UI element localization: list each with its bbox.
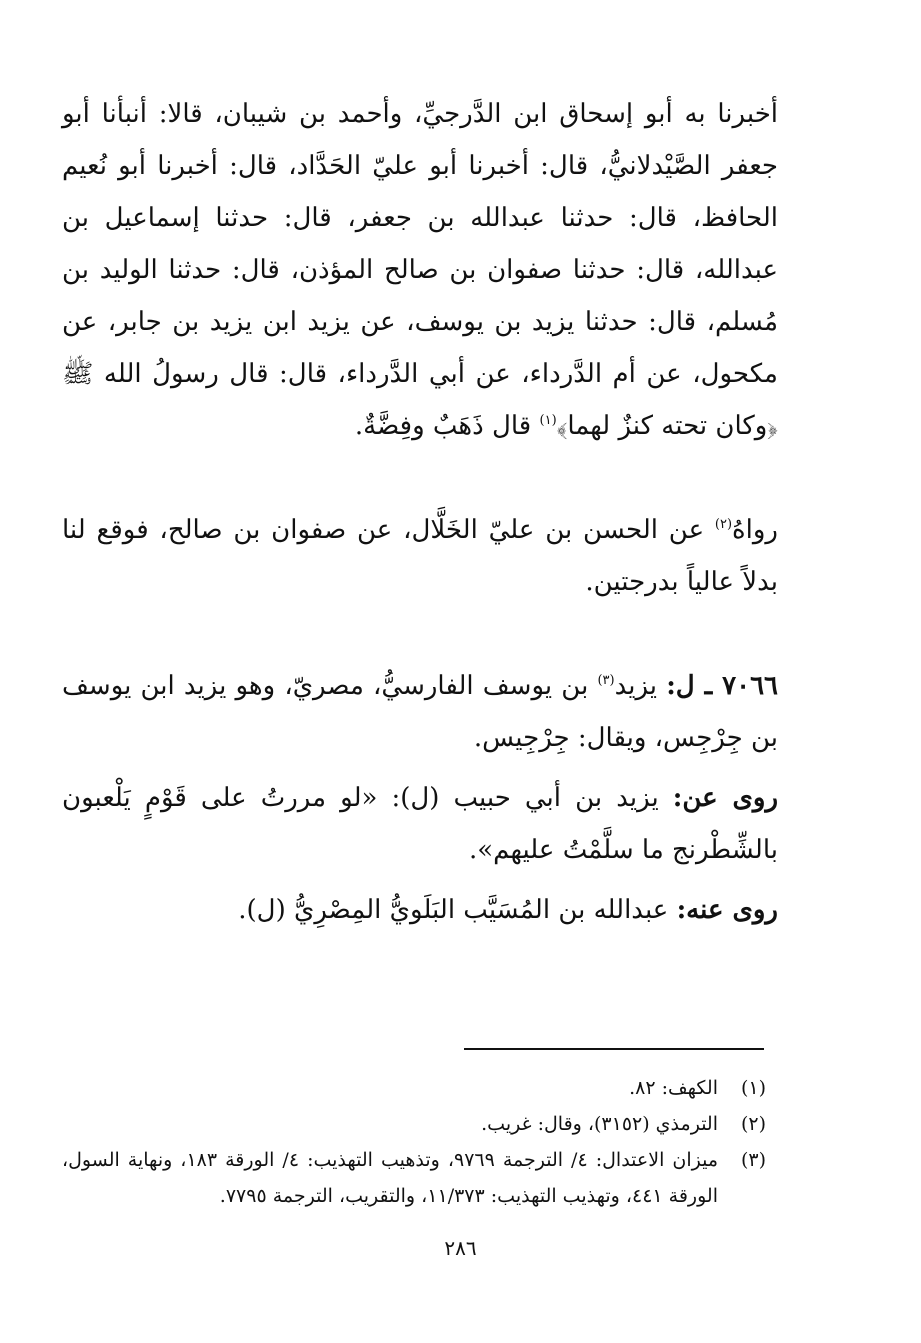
footnote-number: (٣): [740, 1149, 766, 1171]
footnote-text: ميزان الاعتدال: ٤/ الترجمة ٩٧٦٩، وتذهيب التهذيب: ٤/ الورقة ١٨٣، ونهاية السول، الورقة ٤٤١، وتهذيب التهذيب: ١١/٣٧٣، والتقريب، الترجمة ٧٧٩٥.: [62, 1149, 718, 1207]
entry-heading: [62, 660, 778, 764]
footnote-ref-3: (٣): [597, 673, 615, 688]
main-text: [62, 88, 778, 936]
hadith-text: أخبرنا به أبو إسحاق ابن الدَّرجيِّ، وأحمد بن شيبان، قالا: أنبأنا أبو جعفر الصَّيْدلانيُّ، قال: أخبرنا أبو عليّ الحَدَّاد، قال: أخبرنا أبو نُعيم الحافظ، قال: حدثنا عبدالله بن جعفر، قال: حدثنا إسماعيل بن عبدالله، قال: حدثنا صفوان بن صالح المؤذن، قال: حدثنا الوليد بن مُسلم، قال: حدثنا يزيد بن يوسف، عن يزيد ابن يزيد بن جابر، عن مكحول، عن أم الدَّرداء، عن أبي الدَّرداء، قال: قال رسولُ الله ﷺ ﴿وكان تحته كنزٌ لهما﴾: [62, 99, 778, 441]
narrated-from: [62, 772, 778, 876]
footnote-ref-1: (١): [539, 413, 557, 428]
footnote: [62, 1142, 766, 1214]
footnote-ref-2: (٢): [714, 517, 733, 532]
narration-text: عن الحسن بن عليّ الخَلَّال، عن صفوان بن صالح، فوقع لنا بدلاً عالياً بدرجتين.: [62, 515, 778, 597]
entry-description: بن يوسف الفارسيُّ، مصريّ، وهو يزيد ابن يوسف بن جِرْجِس، ويقال: جِرْجِيس.: [62, 671, 778, 753]
narrated-from-text: يزيد بن أبي حبيب (ل): «لو مررتُ على قَوْمٍ يَلْعبون بالشِّطْرنج ما سلَّمْتُ عليهم».: [62, 783, 778, 865]
footnote-number: (١): [740, 1077, 766, 1099]
hadith-ending: قال ذَهَبٌ وفِضَّةٌ.: [354, 411, 540, 441]
narrated-by: [62, 884, 778, 936]
narration-paragraph: [62, 504, 778, 608]
entry-number: ٧٠٦٦ ـ ل:: [666, 671, 778, 701]
footnote: [62, 1070, 766, 1106]
narrated-by-label: روى عنه:: [676, 895, 778, 925]
footnote-divider: [464, 1048, 764, 1050]
footnote: [62, 1106, 766, 1142]
hadith-paragraph: [62, 88, 778, 452]
footnote-number: (٢): [740, 1113, 766, 1135]
footnote-text: الكهف: ٨٢.: [629, 1077, 718, 1099]
narrated-from-label: روى عن:: [672, 783, 779, 813]
entry-name: يزيد: [614, 671, 667, 701]
narration-head: رواهُ: [732, 515, 778, 545]
footnotes: [62, 1070, 766, 1214]
footnote-text: الترمذي (٣١٥٢)، وقال: غريب.: [481, 1113, 718, 1135]
narrated-by-text: عبدالله بن المُسَيَّب البَلَويُّ المِصْرِيُّ (ل).: [238, 895, 677, 925]
biography-entry: [62, 660, 778, 936]
page-number: ٢٨٦: [444, 1236, 477, 1260]
